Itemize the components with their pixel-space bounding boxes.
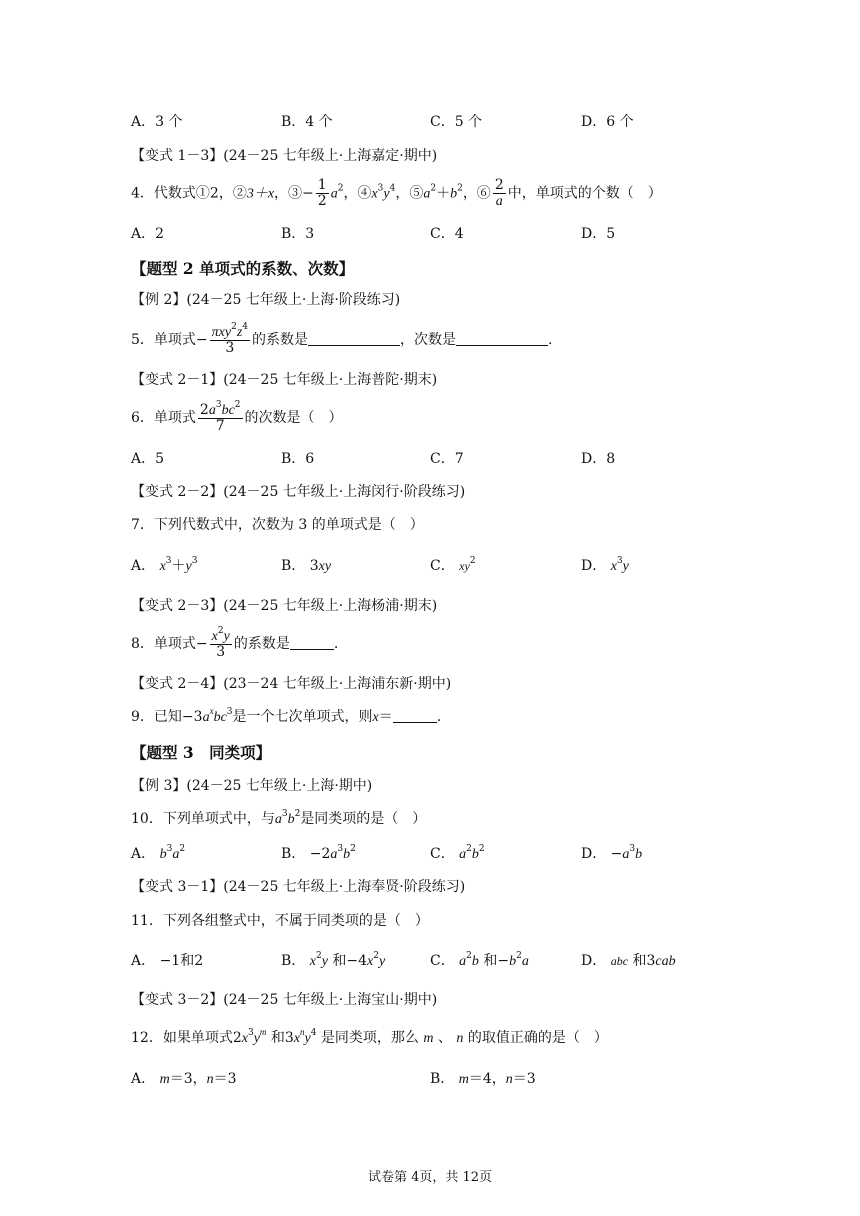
q11-d-he: 和 (632, 953, 647, 969)
q8-text-end: . (333, 636, 339, 652)
q9-text-end: . (436, 709, 442, 725)
q5-text-mid: 的系数是 (252, 332, 309, 348)
q6-option-c: C．7 (430, 451, 464, 467)
q11-label-c: C． (430, 953, 455, 969)
q7-option-b: B． 3xy (281, 558, 332, 574)
q6-option-b: B．6 (281, 451, 315, 467)
variant-1-3-label: 【变式 1－3】(24－25 七年级上·上海嘉定·期中) (131, 148, 438, 164)
q9-answer-blank[interactable] (393, 708, 437, 723)
q4-option-d: D．5 (581, 226, 616, 242)
q4-text-start: 4．代数式①2，② (131, 185, 247, 202)
q4-sep-3: ，⑤ (395, 185, 424, 202)
variant-2-3-label: 【变式 2－3】(24－25 七年级上·上海杨浦·期末) (131, 598, 438, 614)
question-10: 10．下列单项式中，与$a^3b^2$是同类项的是（ ） (131, 809, 427, 827)
q12-text-end: 的取值正确的是（ ） (467, 1030, 608, 1046)
q3-option-a: A．3 个 (131, 114, 183, 130)
variant-2-2-label: 【变式 2－2】(24－25 七年级上·上海闵行·阶段练习) (131, 484, 466, 500)
q7-option-c: C． $xy^2$ (430, 556, 476, 574)
variant-2-1-label: 【变式 2－1】(24－25 七年级上·上海普陀·期末) (131, 372, 438, 388)
q6-option-d: D．8 (581, 451, 616, 467)
q4-option-c: C．4 (430, 226, 464, 242)
question-5: 5．单项式− $\frac{\pi xy^2z^4}{3}$ 的系数是 ，次数是 . (131, 321, 553, 356)
q5-degree-blank[interactable] (456, 331, 548, 346)
q4-option-a: A．2 (131, 226, 165, 242)
q3-option-b: B．4 个 (281, 114, 333, 130)
q10-option-a: A． $b^3a^2$ (131, 844, 186, 862)
q11-label-a: A． (131, 953, 156, 969)
q8-text-mid: 的系数是 (233, 636, 290, 652)
question-11: 11．下列各组整式中，不属于同类项的是（ ） (131, 913, 429, 929)
variant-2-4-label: 【变式 2－4】(23－24 七年级上·上海浦东新·期中) (131, 676, 452, 692)
q11-c-he: 和 (483, 953, 498, 969)
q5-text-end: . (548, 332, 553, 348)
question-9: 9．已知$-3a^xbc^3$是一个七次单项式，则x＝ . (131, 706, 442, 725)
question-8: 8．单项式− $\frac{x^2y}{3}$ 的系数是 . (131, 625, 339, 660)
q8-text-start: 8．单项式 (131, 636, 196, 652)
q11-option-d: D． abc 和3cab (581, 953, 676, 969)
question-7: 7．下列代数式中，次数为 3 的单项式是（ ） (131, 517, 424, 533)
q12-label-a: A． (131, 1071, 156, 1087)
q6-text-end: 的次数是（ ） (244, 410, 343, 426)
q6-text-start: 6．单项式 (131, 410, 196, 426)
q10-option-d: D． $-a^3b$ (581, 844, 643, 862)
q12-text-start: 12．如果单项式 (131, 1030, 233, 1046)
q10-text-start: 10．下列单项式中，与 (131, 811, 275, 827)
q12-he: 和 (270, 1030, 285, 1046)
variant-3-1-label: 【变式 3－1】(24－25 七年级上·上海奉贤·阶段练习) (131, 879, 466, 895)
q11-b-he: 和 (332, 953, 347, 969)
q4-sep-2: ，④ (343, 185, 372, 202)
q10-option-b: B． $-2a^3b^2$ (281, 844, 356, 862)
q12-label-b: B． (430, 1071, 455, 1087)
q10-label-a: A． (131, 846, 156, 862)
q11-option-a: A． −1和2 (131, 953, 204, 969)
section-2-heading: 【题型 2 单项式的系数、次数】 (131, 259, 355, 278)
q12-text-mid: 是同类项，那么 (320, 1030, 419, 1046)
q5-text-start: 5．单项式 (131, 332, 196, 348)
q10-label-c: C． (430, 846, 455, 862)
q5-coefficient-blank[interactable] (308, 331, 400, 346)
q10-option-c: C． $a^2b^2$ (430, 844, 485, 862)
q4-text-end: 中，单项式的个数（ ） (507, 185, 662, 202)
q3-option-d: D．6 个 (581, 114, 634, 130)
page-footer: 试卷第 4页，共 12页 (367, 1170, 493, 1185)
q11-label-b: B． (281, 953, 306, 969)
q11-label-d: D． (581, 953, 607, 969)
q6-option-a: A．5 (131, 451, 165, 467)
example-3-label: 【例 3】(24－25 七年级上·上海·期中) (131, 778, 373, 794)
section-3-heading: 【题型 3 同类项】 (131, 743, 272, 762)
q7-label-a: A． (131, 558, 156, 574)
q4-sep-4: ，⑥ (462, 185, 491, 202)
q10-label-d: D． (581, 846, 607, 862)
q7-label-c: C． (430, 558, 455, 574)
q10-text-end: 是同类项的是（ ） (300, 811, 427, 827)
q9-text-mid: 是一个七次单项式，则 (232, 709, 373, 725)
q5-text-mid2: ，次数是 (400, 332, 457, 348)
q3-option-c: C．5 个 (430, 114, 483, 130)
question-4: 4．代数式①2，②3＋x，③− $\frac{1}{2}$ $a^2$，$④x^3y^4$，$⑤a^2+b^2$，⑥ $\frac{2}{a}$ 中，单项式的个数（ ） (131, 177, 662, 209)
q12-option-a: A． m＝3，n＝3 (131, 1071, 237, 1087)
question-12: 12．如果单项式$2x^3y^m$ 和$3x^ny^4$ 是同类项，那么 m 、 n 的取值正确的是（ ） (131, 1027, 608, 1046)
q7-option-a: A． $x^3+y^3$ (131, 556, 198, 574)
q4-sep-1: ，③ (274, 185, 303, 202)
question-6: 6．单项式 $\frac{2a^3bc^2}{7}$ 的次数是（ ） (131, 399, 343, 434)
q7-label-d: D． (581, 558, 607, 574)
q12-option-b: B． m＝4，n＝3 (430, 1071, 536, 1087)
q4-option-b: B．3 (281, 226, 315, 242)
q9-text-start: 9．已知 (131, 709, 182, 725)
q10-label-b: B． (281, 846, 306, 862)
q7-option-d: D． $x^3y$ (581, 556, 629, 574)
q11-option-b: B． $x^2y$ 和$-4x^2y$ (281, 951, 386, 969)
variant-3-2-label: 【变式 3－2】(24－25 七年级上·上海宝山·期中) (131, 992, 438, 1008)
q11-a-he: 和 (180, 953, 195, 969)
q8-coefficient-blank[interactable] (290, 635, 334, 650)
q12-sep: 、 (437, 1030, 452, 1046)
q7-label-b: B． (281, 558, 306, 574)
q11-option-c: C． $a^2b$ 和$-b^2a$ (430, 951, 529, 969)
example-2-label: 【例 2】(24－25 七年级上·上海·阶段练习) (131, 292, 401, 308)
